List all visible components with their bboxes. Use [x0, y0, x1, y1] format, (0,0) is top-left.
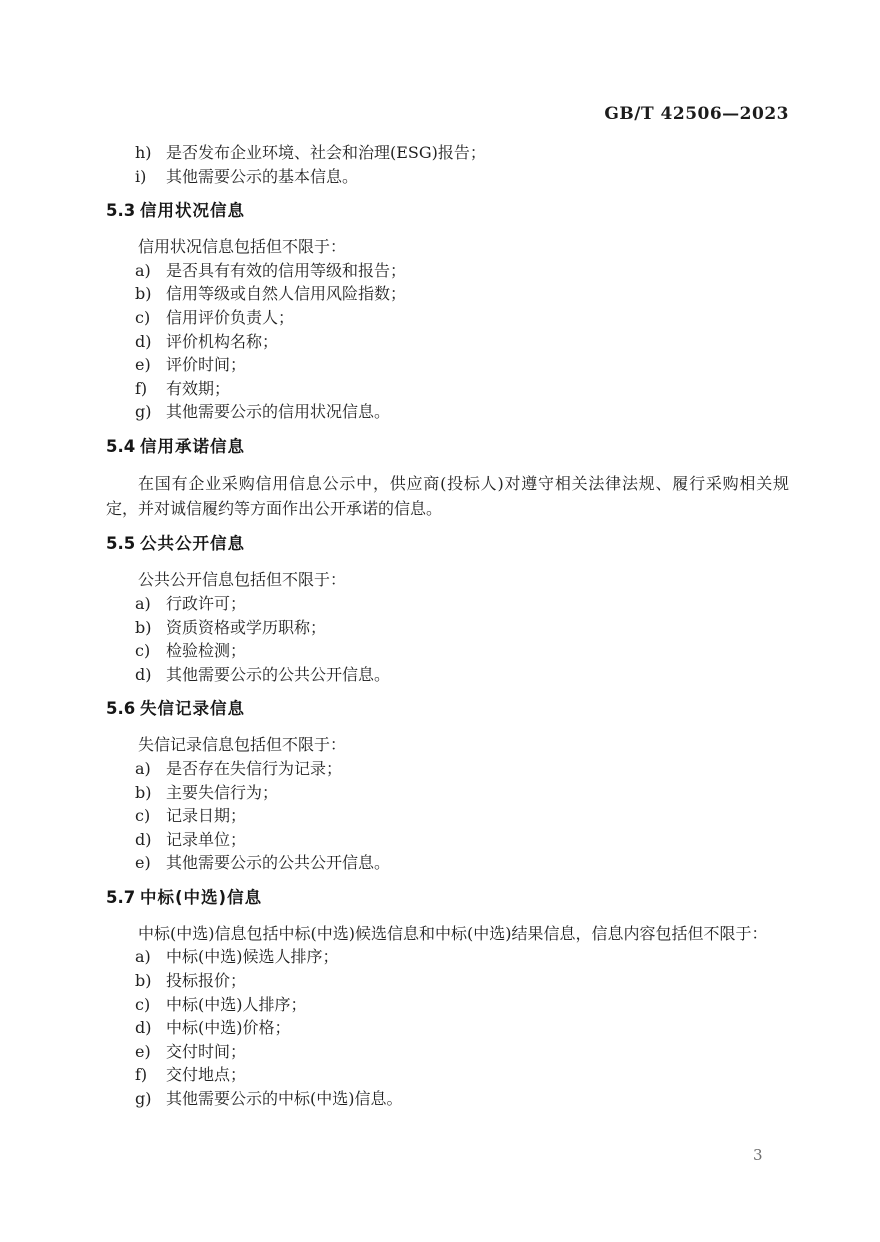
list-item [106, 1040, 789, 1064]
list-item-text: 其他需要公示的信用状况信息。 [166, 402, 391, 422]
intro-paragraph: 失信记录信息包括但不限于： [138, 735, 347, 755]
list-item-label: g) [135, 402, 152, 422]
list-item [106, 165, 789, 189]
section-number: 5.5 [106, 534, 136, 554]
list-item [106, 804, 789, 828]
section-number: 5.4 [106, 436, 136, 456]
list-item-text: 有效期； [166, 378, 231, 398]
section-title: 信用状况信息 [140, 201, 245, 221]
section-heading [106, 533, 789, 555]
section-number: 5.6 [106, 699, 136, 719]
list-item-text: 主要失信行为； [166, 782, 279, 802]
list-item-text: 是否存在失信行为记录； [166, 758, 343, 778]
list-item-label: b) [135, 782, 152, 802]
list-item-text: 其他需要公示的公共公开信息。 [166, 853, 391, 873]
list-item [106, 306, 789, 330]
list-item-text: 评价机构名称； [166, 331, 279, 351]
list-item-text: 其他需要公示的基本信息。 [166, 166, 359, 186]
list-item [106, 377, 789, 401]
section-title: 失信记录信息 [140, 699, 245, 719]
list-item [106, 1087, 789, 1111]
list-item-label: g) [135, 1089, 152, 1109]
list-item-label: b) [135, 971, 152, 991]
section-title: 信用承诺信息 [140, 436, 245, 456]
list-item-text: 交付时间； [166, 1041, 247, 1061]
section-heading [106, 200, 789, 222]
list-item [106, 353, 789, 377]
list-item-text: 资质资格或学历职称； [166, 617, 327, 637]
list-item-label: d) [135, 829, 152, 849]
item-list [106, 141, 789, 188]
item-list [106, 592, 789, 686]
list-item-label: a) [135, 758, 151, 778]
list-item-text: 信用评价负责人； [166, 307, 295, 327]
section-title: 中标(中选)信息 [140, 887, 263, 907]
section-title: 公共公开信息 [140, 534, 245, 554]
list-item-label: d) [135, 664, 152, 684]
list-item-text: 评价时间； [166, 355, 247, 375]
intro-paragraph: 公共公开信息包括但不限于： [138, 570, 347, 590]
list-item-text: 记录日期； [166, 806, 247, 826]
list-item [106, 400, 789, 424]
list-item [106, 828, 789, 852]
list-item [106, 663, 789, 687]
list-item [106, 639, 789, 663]
list-item [106, 757, 789, 781]
list-item [106, 781, 789, 805]
list-item-label: c) [135, 307, 151, 327]
list-item-label: d) [135, 1018, 152, 1038]
list-item [106, 851, 789, 875]
list-item-label: a) [135, 947, 151, 967]
document-content [106, 141, 789, 1111]
section-heading [106, 698, 789, 720]
list-item-label: c) [135, 806, 151, 826]
list-item [106, 141, 789, 165]
list-item-label: c) [135, 641, 151, 661]
page-number: 3 [753, 1146, 763, 1164]
section-heading [106, 887, 789, 909]
list-item [106, 993, 789, 1017]
list-item-label: e) [135, 853, 151, 873]
list-item-label: d) [135, 331, 152, 351]
intro-paragraph: 信用状况信息包括但不限于： [138, 237, 347, 257]
body-paragraph: 在国有企业采购信用信息公示中，供应商(投标人)对遵守相关法律法规、履行采购相关规定，并对诚信履约等方面作出公开承诺的信息。 [106, 473, 789, 519]
list-item-text: 投标报价； [166, 971, 247, 991]
list-item-label: c) [135, 994, 151, 1014]
list-item-label: b) [135, 284, 152, 304]
standard-number: GB/T 42506—2023 [604, 104, 789, 124]
list-item-label: e) [135, 1041, 151, 1061]
list-item [106, 330, 789, 354]
list-item-text: 中标(中选)候选人排序； [166, 947, 339, 967]
list-item-label: i) [135, 166, 147, 186]
list-item-text: 中标(中选)人排序； [166, 994, 307, 1014]
list-item-label: f) [135, 1065, 148, 1085]
list-item-text: 信用等级或自然人信用风险指数； [166, 284, 407, 304]
list-item-label: h) [135, 143, 152, 162]
list-item [106, 616, 789, 640]
item-list [106, 945, 789, 1110]
item-list [106, 259, 789, 424]
list-item [106, 592, 789, 616]
list-item-label: b) [135, 617, 152, 637]
intro-paragraph: 中标(中选)信息包括中标(中选)候选信息和中标(中选)结果信息，信息内容包括但不限于： [138, 923, 768, 943]
list-item [106, 945, 789, 969]
list-item [106, 282, 789, 306]
section-heading [106, 436, 789, 458]
list-item-text: 行政许可； [166, 593, 247, 613]
list-item-text: 是否具有有效的信用等级和报告； [166, 260, 407, 280]
list-item-text: 是否发布企业环境、社会和治理(ESG)报告； [166, 143, 486, 162]
list-item-text: 其他需要公示的中标(中选)信息。 [166, 1089, 403, 1109]
list-item [106, 1016, 789, 1040]
list-item [106, 259, 789, 283]
list-item [106, 1063, 789, 1087]
list-item-label: e) [135, 355, 151, 375]
list-item-text: 其他需要公示的公共公开信息。 [166, 664, 391, 684]
list-item-label: a) [135, 260, 151, 280]
list-item-label: f) [135, 378, 148, 398]
list-item-text: 检验检测； [166, 641, 247, 661]
list-item-text: 记录单位； [166, 829, 247, 849]
list-item-text: 交付地点； [166, 1065, 247, 1085]
list-item [106, 969, 789, 993]
list-item-text: 中标(中选)价格； [166, 1018, 291, 1038]
item-list [106, 757, 789, 875]
section-number: 5.7 [106, 887, 136, 907]
section-number: 5.3 [106, 201, 136, 221]
list-item-label: a) [135, 593, 151, 613]
